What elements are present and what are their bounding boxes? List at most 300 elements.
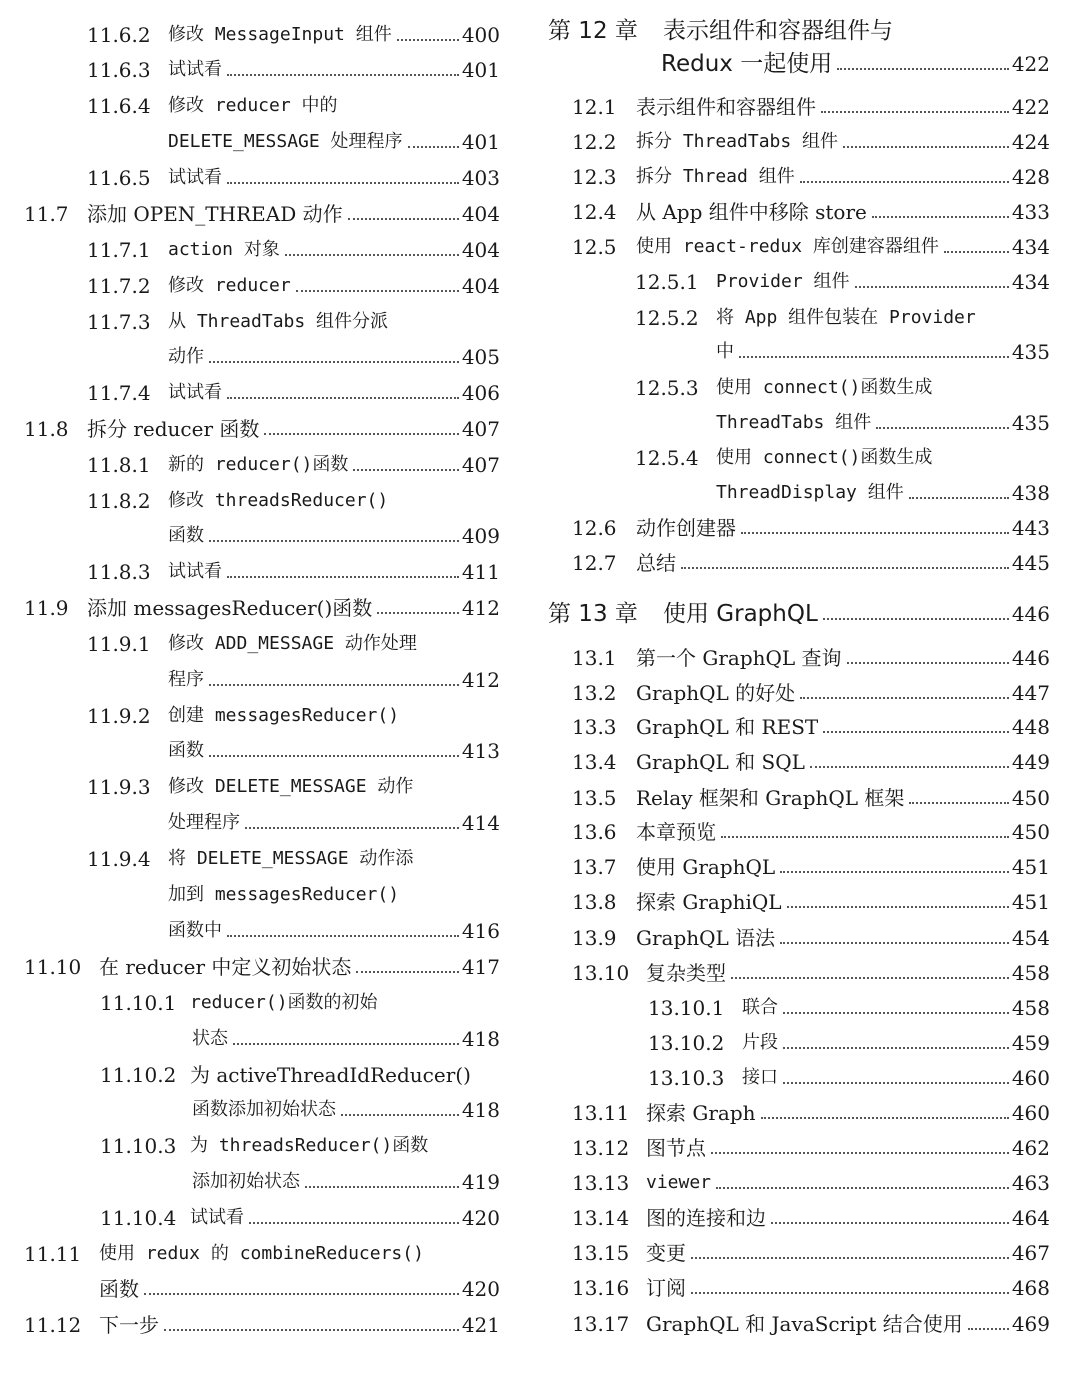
toc-line (87, 591, 500, 625)
dot-leader (721, 836, 1009, 838)
toc-entry (0, 18, 500, 52)
section-title: GraphQL 的好处 (636, 681, 796, 705)
toc-entry (0, 484, 500, 518)
section-title: 复杂类型 (646, 961, 726, 985)
page-number: 434 (1011, 235, 1050, 259)
toc-line (168, 734, 500, 768)
toc-entry (530, 1166, 1050, 1200)
section-number: 11.11 (24, 1242, 82, 1266)
toc-line (192, 1022, 500, 1056)
toc-chapter-heading (530, 47, 1050, 81)
dot-leader (296, 290, 459, 292)
page-number: 418 (461, 1027, 500, 1051)
toc-entry (0, 1272, 500, 1306)
dot-leader (780, 942, 1009, 944)
toc-line (636, 885, 1050, 919)
toc-entry (530, 335, 1050, 369)
toc-entry (530, 476, 1050, 510)
section-number: 11.10.3 (100, 1134, 177, 1158)
toc-entry (0, 950, 500, 984)
section-title: 程序 (168, 669, 204, 690)
dot-leader (305, 1186, 459, 1188)
section-title: action 对象 (168, 239, 280, 260)
page-number: 445 (1011, 551, 1050, 575)
section-number: 11.8.2 (87, 489, 151, 513)
page-number: 458 (1011, 961, 1050, 985)
section-title: 为 activeThreadIdReducer() (190, 1063, 471, 1087)
page-number: 450 (1011, 820, 1050, 844)
toc-entry (0, 1237, 500, 1271)
toc-entry (530, 160, 1050, 194)
toc-entry (0, 699, 500, 733)
section-number: 11.10.4 (100, 1206, 177, 1230)
toc-entry (0, 519, 500, 553)
dot-leader (780, 871, 1009, 873)
toc-line (168, 53, 500, 87)
section-number: 13.16 (572, 1276, 630, 1300)
section-title: Provider 组件 (716, 271, 850, 292)
page-number: 409 (461, 524, 500, 548)
dot-leader (285, 254, 459, 256)
dot-leader (739, 356, 1009, 358)
dot-leader (227, 74, 459, 76)
toc-line (99, 1272, 500, 1306)
page-number: 451 (1011, 890, 1050, 914)
toc-line (190, 1129, 500, 1163)
toc-entry (530, 511, 1050, 545)
toc-line (168, 806, 500, 840)
page-number: 420 (461, 1206, 500, 1230)
section-number: 12.5.1 (635, 270, 699, 294)
section-number: 11.10.2 (100, 1063, 177, 1087)
toc-entry (0, 806, 500, 840)
toc-line (99, 1308, 500, 1342)
section-title: 处理程序 (168, 812, 240, 833)
page-number: 417 (461, 955, 500, 979)
toc-line (663, 597, 1050, 631)
section-number: 11.9.3 (87, 775, 151, 799)
section-number: 11.9.1 (87, 632, 151, 656)
toc-line (742, 991, 1050, 1025)
toc-entry (0, 734, 500, 768)
section-title: 修改 ADD_MESSAGE 动作处理 (168, 633, 417, 654)
dot-leader (821, 111, 1009, 113)
toc-entry (530, 1236, 1050, 1270)
toc-entry (530, 956, 1050, 990)
section-title: GraphQL 和 REST (636, 715, 819, 739)
page-number: 404 (461, 238, 500, 262)
dot-leader (348, 218, 459, 220)
toc-line (636, 511, 1050, 545)
toc-line (168, 770, 500, 804)
section-number: 11.10 (24, 955, 82, 979)
page-number: 428 (1011, 165, 1050, 189)
page-number: 438 (1011, 481, 1050, 505)
toc-line (168, 627, 500, 661)
toc-line (636, 815, 1050, 849)
section-title: 为 threadsReducer()函数 (190, 1135, 429, 1156)
section-number: 12.5.2 (635, 306, 699, 330)
dot-leader (909, 802, 1008, 804)
section-number: 13.1 (572, 646, 617, 670)
section-number: 13.6 (572, 820, 617, 844)
toc-line (716, 476, 1050, 510)
section-title: 使用 connect()函数生成 (716, 447, 933, 468)
toc-line (716, 441, 1050, 475)
page-number: 416 (461, 919, 500, 943)
toc-entry (0, 878, 500, 912)
toc-line (168, 519, 500, 553)
section-title: 修改 MessageInput 组件 (168, 24, 392, 45)
section-title: 第一个 GraphQL 查询 (636, 646, 842, 670)
toc-entry (0, 305, 500, 339)
dot-leader (245, 827, 459, 829)
section-number: 12.4 (572, 200, 617, 224)
toc-entry (0, 1129, 500, 1163)
section-title: 将 DELETE_MESSAGE 动作添 (168, 848, 414, 869)
toc-entry (0, 1165, 500, 1199)
dot-leader (264, 433, 458, 435)
section-title: 函数中 (168, 920, 222, 941)
toc-line (87, 412, 500, 446)
section-number: 11.6.4 (87, 94, 151, 118)
page-number: 422 (1011, 95, 1050, 119)
section-title: 创建 messagesReducer() (168, 705, 400, 726)
dot-leader (209, 540, 459, 542)
dot-leader (377, 612, 459, 614)
toc-entry (530, 1271, 1050, 1305)
page-number: 419 (461, 1170, 500, 1194)
section-title: 函数添加初始状态 (192, 1099, 336, 1120)
dot-leader (227, 397, 459, 399)
section-number: 11.7.2 (87, 274, 151, 298)
toc-line (168, 699, 500, 733)
page-number: 459 (1011, 1031, 1050, 1055)
section-title: 表示组件和容器组件 (636, 95, 816, 119)
section-number: 13.7 (572, 855, 617, 879)
section-title: 使用 connect()函数生成 (716, 377, 933, 398)
toc-line (87, 197, 500, 231)
dot-leader (837, 68, 1009, 70)
dot-leader (810, 766, 1009, 768)
toc-entry (530, 815, 1050, 849)
section-number: 12.1 (572, 95, 617, 119)
dot-leader (408, 146, 459, 148)
page-number: 407 (461, 417, 500, 441)
section-number: 13.10 (572, 961, 630, 985)
chapter-title: Redux 一起使用 (661, 51, 833, 77)
section-number: 11.8.1 (87, 453, 151, 477)
page-number: 447 (1011, 681, 1050, 705)
page-number: 469 (1011, 1312, 1050, 1336)
section-number: 13.12 (572, 1136, 630, 1160)
toc-entry (0, 161, 500, 195)
section-title: 在 reducer 中定义初始状态 (99, 955, 352, 979)
toc-line (168, 663, 500, 697)
section-title: 添加初始状态 (192, 1171, 300, 1192)
toc-entry (530, 90, 1050, 124)
toc-line (636, 195, 1050, 229)
section-number: 13.3 (572, 715, 617, 739)
toc-line (636, 710, 1050, 744)
dot-leader (783, 1047, 1009, 1049)
section-number: 12.2 (572, 130, 617, 154)
section-number: 11.8.3 (87, 560, 151, 584)
dot-leader (787, 906, 1009, 908)
toc-entry (530, 781, 1050, 815)
section-title: 变更 (646, 1241, 686, 1265)
toc-line (646, 1131, 1050, 1165)
section-number: 11.7.4 (87, 381, 151, 405)
dot-leader (233, 1043, 459, 1045)
toc-line (636, 90, 1050, 124)
toc-line (190, 1058, 500, 1092)
section-title: 函数 (168, 740, 204, 761)
dot-leader (353, 469, 458, 471)
toc-entry (0, 1201, 500, 1235)
toc-line (168, 484, 500, 518)
section-title: 添加 messagesReducer()函数 (87, 596, 373, 620)
dot-leader (164, 1329, 459, 1331)
toc-entry (530, 1026, 1050, 1060)
section-title: 订阅 (646, 1276, 686, 1300)
toc-line (168, 340, 500, 374)
section-title: 使用 redux 的 combineReducers() (99, 1243, 424, 1264)
toc-line (192, 1165, 500, 1199)
section-title: 函数 (99, 1277, 139, 1301)
toc-line (636, 850, 1050, 884)
page-number: 422 (1011, 52, 1050, 76)
dot-leader (823, 618, 1009, 620)
page-number: 464 (1011, 1206, 1050, 1230)
page-number: 401 (461, 130, 500, 154)
toc-line (168, 161, 500, 195)
page-number: 458 (1011, 996, 1050, 1020)
toc-line (168, 878, 500, 912)
toc-entry (0, 340, 500, 374)
section-title: 函数 (168, 525, 204, 546)
section-title: 试试看 (168, 382, 222, 403)
toc-entry (530, 406, 1050, 440)
dot-leader (691, 1257, 1009, 1259)
toc-entry (530, 991, 1050, 1025)
section-title: 本章预览 (636, 820, 716, 844)
section-title: 修改 reducer 中的 (168, 95, 338, 116)
toc-entry (0, 125, 500, 159)
toc-line (646, 1236, 1050, 1270)
toc-entry (0, 986, 500, 1020)
toc-line (636, 230, 1050, 264)
toc-line (190, 1201, 500, 1235)
section-number: 12.5.4 (635, 446, 699, 470)
page-number: 404 (461, 274, 500, 298)
section-number: 11.9 (24, 596, 69, 620)
toc-entry (530, 1061, 1050, 1095)
toc-entry (0, 1308, 500, 1342)
chapter-number: 第 13 章 (548, 601, 638, 627)
toc-line (168, 305, 500, 339)
toc-entry (530, 441, 1050, 475)
toc-line (168, 376, 500, 410)
section-number: 13.4 (572, 750, 617, 774)
section-number: 11.6.3 (87, 58, 151, 82)
toc-line (636, 160, 1050, 194)
dot-leader (209, 755, 459, 757)
dot-leader (909, 497, 1009, 499)
dot-leader (968, 1328, 1009, 1330)
section-number: 12.5 (572, 235, 617, 259)
section-title: viewer (646, 1172, 712, 1193)
toc-line (646, 1166, 1050, 1200)
section-number: 13.10.1 (648, 996, 725, 1020)
section-title: Relay 框架和 GraphQL 框架 (636, 786, 905, 810)
toc-line (168, 448, 500, 482)
toc-line (636, 921, 1050, 955)
dot-leader (944, 251, 1009, 253)
section-title: 动作创建器 (636, 516, 736, 540)
toc-line (716, 406, 1050, 440)
page-number: 412 (461, 668, 500, 692)
section-title: ThreadDisplay 组件 (716, 482, 904, 503)
section-title: 加到 messagesReducer() (168, 884, 400, 905)
section-title: 修改 DELETE_MESSAGE 动作 (168, 776, 414, 797)
page-number: 403 (461, 166, 500, 190)
toc-line (168, 18, 500, 52)
toc-line (99, 950, 500, 984)
section-title: 探索 Graph (646, 1101, 756, 1125)
toc-chapter-heading (530, 597, 1050, 631)
toc-line (646, 956, 1050, 990)
toc-entry (530, 195, 1050, 229)
page-number: 407 (461, 453, 500, 477)
dot-leader (847, 662, 1009, 664)
chapter-number: 第 12 章 (548, 18, 638, 44)
dot-leader (356, 971, 458, 973)
section-title: 联合 (742, 997, 778, 1018)
section-number: 11.7.1 (87, 238, 151, 262)
toc-line (636, 546, 1050, 580)
dot-leader (227, 182, 459, 184)
dot-leader (872, 216, 1009, 218)
dot-leader (731, 977, 1009, 979)
toc-line (190, 986, 500, 1020)
section-title: 探索 GraphiQL (636, 890, 782, 914)
section-number: 12.6 (572, 516, 617, 540)
toc-entry (0, 89, 500, 123)
section-title: 片段 (742, 1032, 778, 1053)
toc-line (636, 641, 1050, 675)
page-number: 450 (1011, 786, 1050, 810)
page-number: 446 (1011, 602, 1050, 626)
page-number: 467 (1011, 1241, 1050, 1265)
toc-line (636, 676, 1050, 710)
page-number: 405 (461, 345, 500, 369)
page-number: 463 (1011, 1171, 1050, 1195)
dot-leader (209, 361, 459, 363)
toc-line (168, 555, 500, 589)
page-number: 400 (461, 23, 500, 47)
toc-line (168, 269, 500, 303)
section-number: 11.12 (24, 1313, 82, 1337)
toc-line (192, 1093, 500, 1127)
dot-leader (249, 1222, 459, 1224)
toc-entry (530, 1307, 1050, 1341)
toc-line (716, 301, 1050, 335)
section-title: 状态 (192, 1028, 228, 1049)
section-number: 13.2 (572, 681, 617, 705)
dot-leader (823, 731, 1009, 733)
page-number: 424 (1011, 130, 1050, 154)
toc-entry (0, 842, 500, 876)
toc-entry (530, 710, 1050, 744)
toc-line (168, 233, 500, 267)
dot-leader (681, 567, 1009, 569)
section-title: reducer()函数的初始 (190, 992, 378, 1013)
dot-leader (876, 427, 1009, 429)
page-number: 411 (461, 560, 500, 584)
toc-entry (0, 1022, 500, 1056)
section-title: 将 App 组件包装在 Provider (716, 307, 976, 328)
section-title: GraphQL 语法 (636, 926, 776, 950)
page-number: 460 (1011, 1101, 1050, 1125)
section-title: 新的 reducer()函数 (168, 454, 349, 475)
section-number: 13.9 (572, 926, 617, 950)
section-title: 图的连接和边 (646, 1206, 766, 1230)
dot-leader (144, 1293, 459, 1295)
page-number: 460 (1011, 1066, 1050, 1090)
toc-entry (0, 233, 500, 267)
toc-entry (0, 591, 500, 625)
toc-line (646, 1271, 1050, 1305)
toc-line (663, 14, 1050, 48)
toc-entry (0, 914, 500, 948)
section-title: 动作 (168, 346, 204, 367)
toc-line (636, 125, 1050, 159)
toc-entry (530, 301, 1050, 335)
section-title: 从 ThreadTabs 组件分派 (168, 311, 389, 332)
section-number: 11.6.2 (87, 23, 151, 47)
toc-entry (530, 745, 1050, 779)
page-number: 468 (1011, 1276, 1050, 1300)
toc-entry (0, 663, 500, 697)
toc-line (168, 89, 500, 123)
section-title: 修改 threadsReducer() (168, 490, 389, 511)
section-title: 修改 reducer (168, 275, 291, 296)
section-title: GraphQL 和 SQL (636, 750, 805, 774)
section-number: 13.13 (572, 1171, 630, 1195)
section-title: 试试看 (190, 1207, 244, 1228)
toc-entry (0, 1058, 500, 1092)
section-title: 接口 (742, 1067, 778, 1088)
toc-entry (0, 627, 500, 661)
page-number: 435 (1011, 411, 1050, 435)
page-number: 451 (1011, 855, 1050, 879)
toc-entry (0, 269, 500, 303)
toc-entry (530, 371, 1050, 405)
section-title: 下一步 (99, 1313, 159, 1337)
section-title: 添加 OPEN_THREAD 动作 (87, 202, 343, 226)
section-title: 总结 (636, 551, 676, 575)
chapter-title: 使用 GraphQL (663, 601, 818, 627)
section-number: 11.9.2 (87, 704, 151, 728)
page-number: 454 (1011, 926, 1050, 950)
page-number: 413 (461, 739, 500, 763)
dot-leader (783, 1012, 1009, 1014)
toc-entry (530, 125, 1050, 159)
toc-entry (0, 555, 500, 589)
toc-line (742, 1061, 1050, 1095)
toc-entry (530, 230, 1050, 264)
